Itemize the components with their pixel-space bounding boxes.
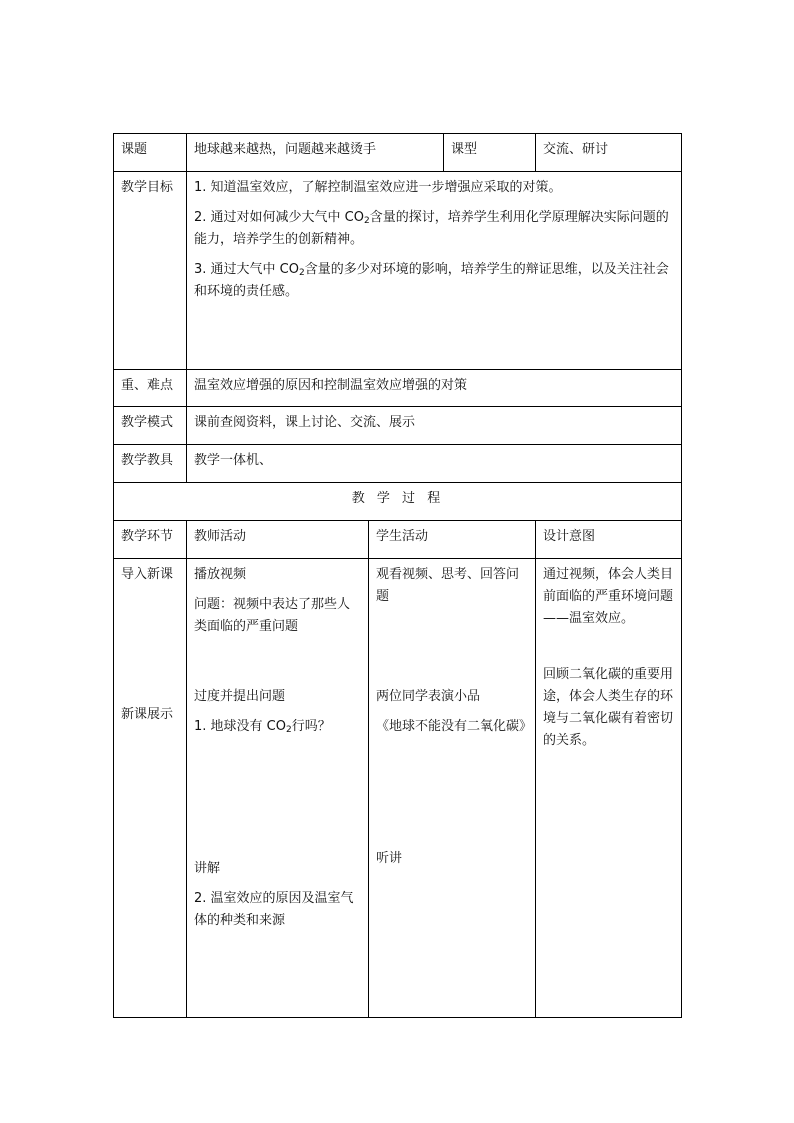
intent-cell	[536, 559, 682, 1018]
teacher-question: 问题：视频中表达了那些人类面临的严重问题	[194, 597, 351, 634]
mode-row	[114, 407, 682, 445]
col-student-header: 学生活动	[369, 521, 536, 559]
student-activity-cell	[369, 559, 536, 1018]
tools-label: 教学教具	[114, 445, 187, 483]
intent-2: 回顾二氧化碳的重要用途，体会人类生存的环境与二氧化碳有着密切的关系。	[543, 667, 674, 748]
tools-value: 教学一体机、	[187, 445, 682, 483]
type-value: 交流、研讨	[536, 134, 682, 172]
process-header-row	[114, 521, 682, 559]
objectives-content	[187, 172, 682, 370]
teacher-question-2: 2. 温室效应的原因及温室气体的种类和来源	[194, 891, 354, 928]
student-skit-title: 《地球不能没有二氧化碳》	[376, 719, 533, 734]
col-intent-header: 设计意图	[536, 521, 682, 559]
teacher-question-1: 1. 地球没有 $CO_2$行吗？	[194, 719, 331, 735]
process-title-row	[114, 483, 682, 521]
col-teacher-header: 教师活动	[187, 521, 369, 559]
mode-label: 教学模式	[114, 407, 187, 445]
objective-1: 1. 知道温室效应，了解控制温室效应进一步增强应采取的对策。	[194, 180, 562, 195]
mode-value: 课前查阅资料，课上讨论、交流、展示	[187, 407, 682, 445]
intent-1: 通过视频，体会人类目前面临的严重环境问题——温室效应。	[543, 567, 674, 626]
topic-row	[114, 134, 682, 172]
key-points-row	[114, 370, 682, 407]
key-points-value: 温室效应增强的原因和控制温室效应增强的对策	[187, 370, 682, 407]
stage-cell	[114, 559, 187, 1018]
process-content-row	[114, 559, 682, 1018]
objectives-row	[114, 172, 682, 370]
col-stage-header: 教学环节	[114, 521, 187, 559]
student-listen: 听讲	[376, 851, 403, 866]
teacher-explain: 讲解	[194, 861, 221, 876]
topic-value: 地球越来越热，问题越来越烫手	[187, 134, 444, 172]
lesson-plan-table	[113, 133, 682, 1018]
type-label: 课型	[444, 134, 536, 172]
student-skit: 两位同学表演小品	[376, 689, 481, 704]
objective-3: 3. 通过大气中 $CO_2$含量的多少对环境的影响，培养学生的辩证思维，以及关注社会和环境的责任感。	[194, 262, 669, 299]
objective-2: 2. 通过对如何减少大气中 $CO_2$含量的探讨，培养学生利用化学原理解决实际问题的能力，培养学生的创新精神。	[194, 210, 669, 247]
key-points-label: 重、难点	[114, 370, 187, 407]
student-watch: 观看视频、思考、回答问题	[376, 567, 520, 604]
objectives-label: 教学目标	[114, 172, 187, 370]
tools-row	[114, 445, 682, 483]
stage-intro: 导入新课	[121, 567, 174, 582]
topic-label: 课题	[114, 134, 187, 172]
stage-new: 新课展示	[121, 707, 174, 722]
teacher-transition: 过度并提出问题	[194, 689, 286, 704]
teacher-activity-cell	[187, 559, 369, 1018]
teacher-play-video: 播放视频	[194, 567, 247, 582]
process-title: 教 学 过 程	[114, 483, 682, 521]
